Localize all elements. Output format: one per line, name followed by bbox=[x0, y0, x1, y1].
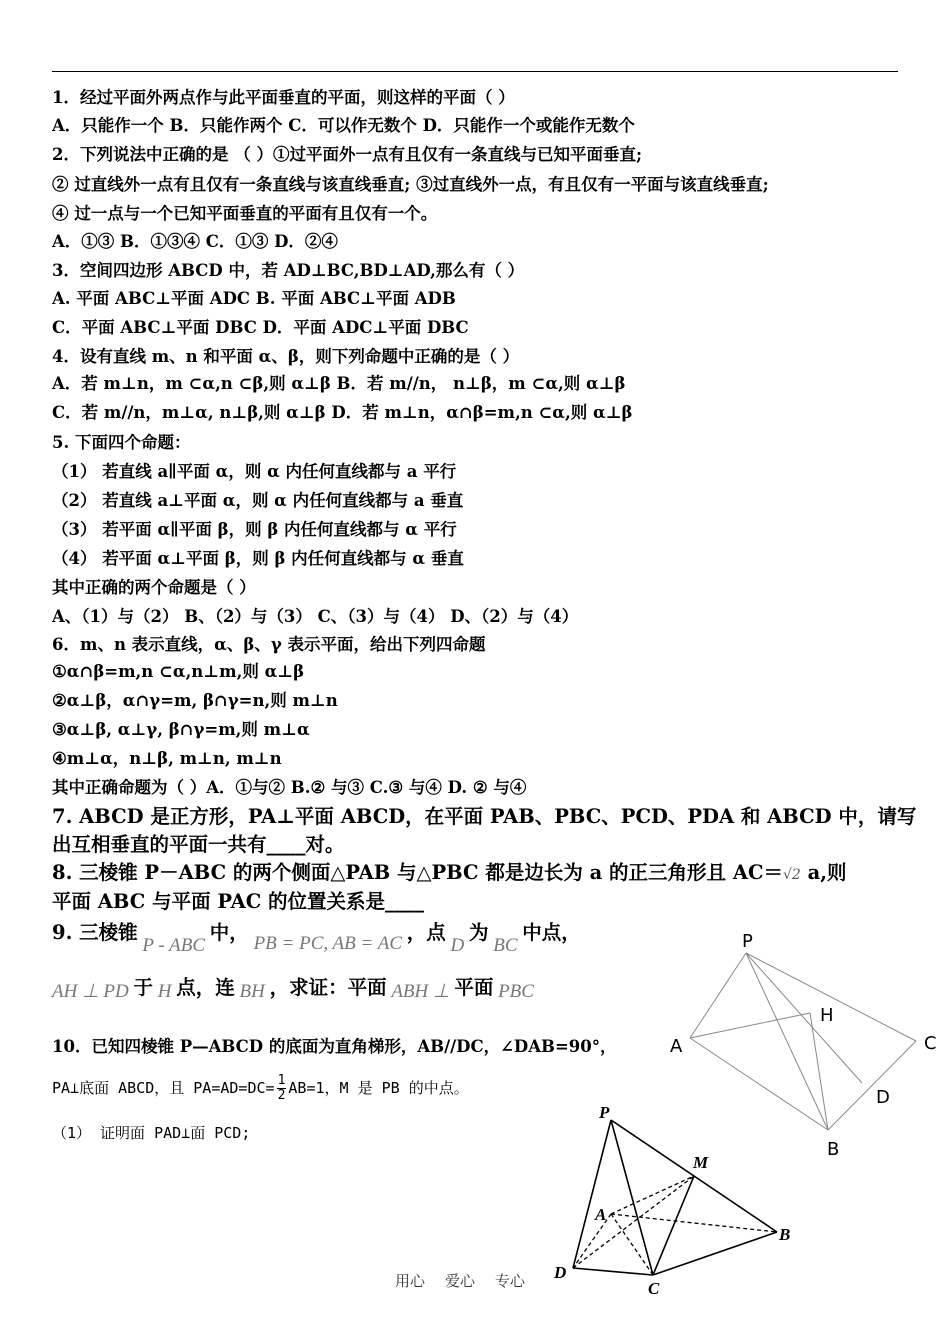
q2-line2: ② 过直线外一点有且仅有一条直线与该直线垂直; ③过直线外一点，有且仅有一平面与该直线垂直; bbox=[52, 175, 769, 194]
fig2-label-c: C bbox=[648, 1279, 660, 1298]
q9-text-4: 为 bbox=[469, 921, 489, 944]
q9-text-6: 于 bbox=[133, 976, 153, 999]
q6-item-2: ②α⊥β，α∩γ=m, β∩γ=n,则 m⊥n bbox=[52, 691, 338, 710]
footer-word-3: 专心 bbox=[495, 1272, 526, 1290]
q9-math-ah-perp-pd: AH ⊥ PD bbox=[52, 981, 134, 1002]
q2-options: A．①③ B．①③④ C．①③ D．②④ bbox=[52, 232, 338, 251]
q1-stem: 1．经过平面外两点作与此平面垂直的平面，则这样的平面（ ） bbox=[52, 88, 515, 107]
fig2-label-b: B bbox=[779, 1225, 791, 1244]
q5-item-4: （4） 若平面 α⊥平面 β，则 β 内任何直线都与 α 垂直 bbox=[52, 549, 464, 568]
q9-line2 bbox=[52, 977, 534, 1000]
q9-text-1: 9. 三棱锥 bbox=[52, 921, 138, 944]
q10-line1: 10．已知四棱锥 P—ABCD 的底面为直角梯形，AB//DC，∠DAB=90°， bbox=[52, 1037, 617, 1056]
q8-line1-post: a,则 bbox=[800, 861, 847, 884]
q9-text-2: 中， bbox=[209, 921, 249, 944]
footer-word-2: 爱心 bbox=[445, 1272, 476, 1290]
q5-item-2: （2） 若直线 a⊥平面 α，则 α 内任何直线都与 a 垂直 bbox=[52, 491, 464, 510]
fig1-label-c: C bbox=[924, 1033, 937, 1054]
q6-item-1: ①α∩β=m,n ⊂α,n⊥m,则 α⊥β bbox=[52, 662, 305, 681]
q8-line1-pre: 8. 三棱锥 P－ABC 的两个侧面△PAB 与△PBC 都是边长为 a 的正三角形且 AC＝ bbox=[52, 861, 783, 884]
q5-item-3: （3） 若平面 α∥平面 β，则 β 内任何直线都与 α 平行 bbox=[52, 520, 457, 539]
q9-math-d: D bbox=[445, 935, 469, 956]
figure-pyramid-pabcd bbox=[550, 1100, 800, 1300]
q3-options-ab: A. 平面 ABC⊥平面 ADC B. 平面 ABC⊥平面 ADB bbox=[52, 289, 456, 308]
q9-math-bc: BC bbox=[488, 935, 523, 956]
q10-part1: （1） 证明面 PAD⊥面 PCD; bbox=[52, 1124, 251, 1142]
q7-line1: 7. ABCD 是正方形，PA⊥平面 ABCD，在平面 PAB、PBC、PCD、PDA 和 ABCD 中，请写 bbox=[52, 805, 917, 828]
sqrt-two: √2 bbox=[782, 867, 801, 883]
fig2-label-a: A bbox=[595, 1205, 607, 1224]
q4-stem: 4．设有直线 m、n 和平面 α、β，则下列命题中正确的是（ ） bbox=[52, 347, 520, 366]
q5-item-1: （1） 若直线 a∥平面 α，则 α 内任何直线都与 a 平行 bbox=[52, 462, 457, 481]
q10-line2 bbox=[52, 1074, 469, 1103]
footer-word-1: 用心 bbox=[395, 1272, 426, 1290]
q9-math-bh: BH bbox=[234, 981, 270, 1002]
q9-text-5: 中点， bbox=[522, 921, 581, 944]
q3-stem: 3．空间四边形 ABCD 中，若 AD⊥BC,BD⊥AD,那么有（ ） bbox=[52, 261, 525, 280]
q5-stem: 5. 下面四个命题： bbox=[52, 433, 191, 452]
q9-line1 bbox=[52, 921, 581, 956]
fig2-label-m: M bbox=[693, 1153, 709, 1172]
q5-options: A、（1）与（2） B、（2）与（3） C、（3）与（4） D、（2）与（4） bbox=[52, 607, 579, 626]
q10-line2-pre: PA⊥底面 ABCD，且 PA=AD=DC= bbox=[52, 1079, 275, 1097]
header-rule bbox=[52, 71, 898, 72]
fig1-label-p: P bbox=[742, 931, 753, 952]
fig1-label-a: A bbox=[670, 1036, 683, 1057]
q5-ask: 其中正确的两个命题是（ ） bbox=[52, 578, 256, 597]
frac-numerator: 1 bbox=[277, 1073, 286, 1088]
q9-math-h: H bbox=[152, 981, 177, 1002]
q1-options: A．只能作一个 B．只能作两个 C．可以作无数个 D．只能作一个或能作无数个 bbox=[52, 116, 635, 135]
q9-text-3: ，点 bbox=[406, 921, 446, 944]
q3-options-cd: C．平面 ABC⊥平面 DBC D．平面 ADC⊥平面 DBC bbox=[52, 318, 469, 337]
q6-stem: 6．m、n 表示直线，α、β、γ 表示平面，给出下列四命题 bbox=[52, 635, 486, 654]
q9-math-pbc: PBC bbox=[493, 981, 534, 1002]
fig1-label-h: H bbox=[820, 1005, 834, 1026]
q9-math-pabc: P - ABC bbox=[137, 935, 210, 956]
q4-options-ab: A．若 m⊥n，m ⊂α,n ⊂β,则 α⊥β B．若 m//n， n⊥β，m ⊂α,则 α⊥β bbox=[52, 374, 626, 393]
fig1-label-d: D bbox=[876, 1087, 890, 1108]
q7-line2: 出互相垂直的平面一共有____对。 bbox=[52, 833, 345, 856]
fig2-label-d: D bbox=[554, 1263, 567, 1282]
q6-item-3: ③α⊥β, α⊥γ, β∩γ=m,则 m⊥α bbox=[52, 720, 310, 739]
page-footer bbox=[395, 1270, 545, 1291]
q2-line3: ④ 过一点与一个已知平面垂直的平面有且仅有一个。 bbox=[52, 204, 438, 223]
q6-item-4: ④m⊥α，n⊥β, m⊥n, m⊥n bbox=[52, 749, 282, 768]
q9-math-abh-perp: ABH ⊥ bbox=[386, 981, 455, 1002]
q9-math-equal-sides: PB = PC, AB = AC bbox=[248, 933, 407, 954]
q8-line2: 平面 ABC 与平面 PAC 的位置关系是____ bbox=[52, 890, 425, 913]
q9-text-7: 点，连 bbox=[176, 976, 235, 999]
q9-text-8: ，求证：平面 bbox=[269, 976, 387, 999]
fraction-one-half bbox=[277, 1074, 287, 1103]
q4-options-cd: C．若 m//n，m⊥α, n⊥β,则 α⊥β D．若 m⊥n，α∩β=m,n ⊂α,则 α⊥β bbox=[52, 403, 633, 422]
q10-line2-post: AB=1，M 是 PB 的中点。 bbox=[288, 1079, 469, 1097]
q2-line1: 2．下列说法中正确的是 （ ）①过平面外一点有且仅有一条直线与已知平面垂直; bbox=[52, 145, 643, 164]
q9-text-9: 平面 bbox=[454, 976, 494, 999]
fig1-label-b: B bbox=[827, 1139, 840, 1160]
q8-line1 bbox=[52, 862, 847, 886]
q6-ask: 其中正确命题为（ ）A．①与② B.② 与③ C.③ 与④ D. ② 与④ bbox=[52, 778, 527, 797]
fig2-label-p: P bbox=[599, 1103, 610, 1122]
frac-denominator: 2 bbox=[277, 1088, 286, 1103]
